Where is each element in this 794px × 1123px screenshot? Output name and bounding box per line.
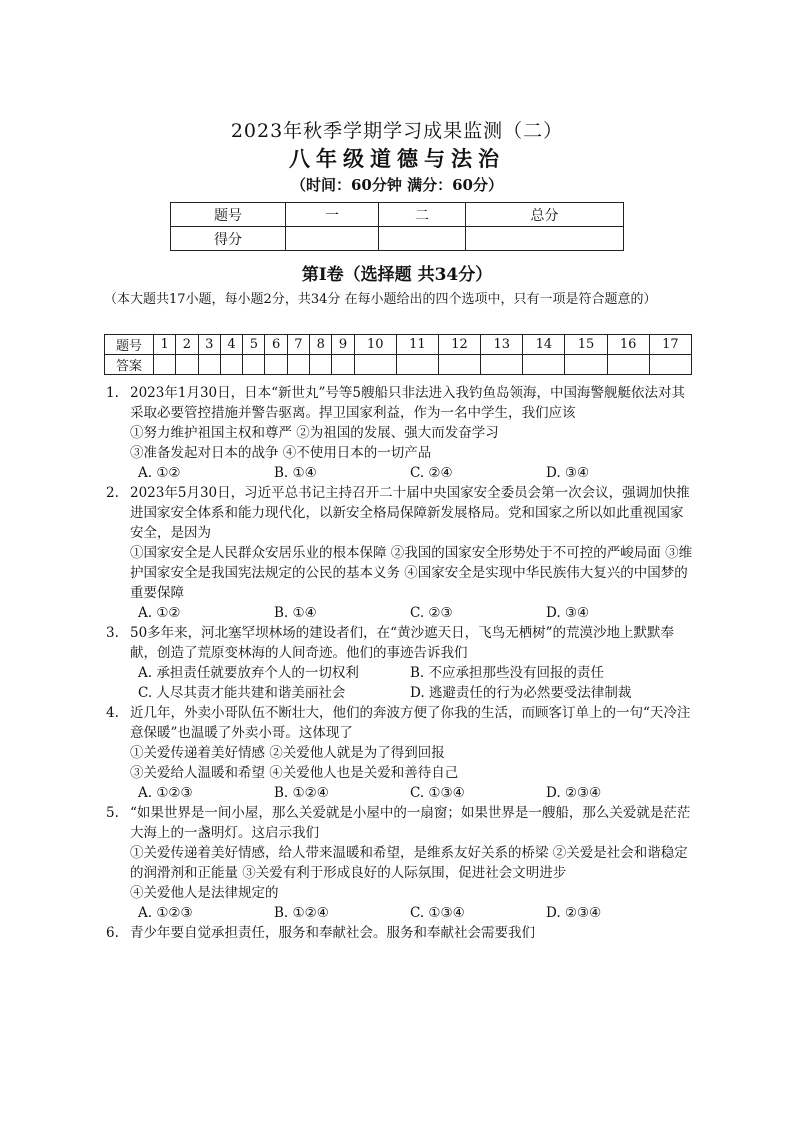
answer-table-cell: 8 (310, 335, 332, 355)
answer-table-cell: 9 (332, 335, 354, 355)
answer-entry-cell[interactable] (354, 355, 396, 375)
question-item: ③关爱给人温暖和希望 ④关爱他人也是关爱和善待自己 (130, 765, 459, 781)
option-c[interactable]: C. ②③ (410, 605, 453, 621)
answer-entry-cell[interactable] (176, 355, 198, 375)
option-row (130, 903, 696, 923)
answer-entry-cell[interactable] (607, 355, 649, 375)
question-item: ①国家安全是人民群众安居乐业的根本保障 ②我国的国家安全形势处于不可控的严峻局面 ③维护国家安全是我国宪法规定的公民的基本义务 ④国家安全是实现中华民族伟大复兴的中国梦的重要保障 (130, 545, 693, 601)
option-c[interactable]: C. ②④ (410, 465, 453, 481)
option-a[interactable]: A. ①② (138, 605, 181, 621)
question-number: 5. (106, 805, 119, 821)
question-number: 2. (106, 485, 119, 501)
question-3 (106, 623, 696, 703)
answer-entry-cell[interactable] (198, 355, 220, 375)
question-stem: 2023年1月30日，日本“新世丸”号等5艘船只非法进入我钓鱼岛领海，中国海警舰艇依法对其采取必要管控措施并警告驱离。捍卫国家利益，作为一名中学生，我们应该 (130, 385, 686, 421)
score-table (170, 202, 624, 251)
exam-time-info: （时间：60分钟 满分：60分） (291, 176, 503, 194)
answer-table-cell: 3 (198, 335, 220, 355)
option-row (130, 463, 696, 483)
answer-entry-cell[interactable] (481, 355, 523, 375)
option-row (130, 783, 696, 803)
option-d[interactable]: D. ③④ (546, 465, 590, 481)
question-item: ①关爱传递着美好情感，给人带来温暖和希望，是维系友好关系的桥梁 ②关爱是社会和谐稳定的润滑剂和正能量 ③关爱有利于形成良好的人际氛围，促进社会文明进步 (130, 845, 688, 881)
answer-table-cell: 6 (265, 335, 287, 355)
option-a[interactable]: A. ①② (138, 465, 181, 481)
question-stem: 青少年要自觉承担责任，服务和奉献社会。服务和奉献社会需要我们 (130, 925, 535, 941)
question-number: 6. (106, 925, 119, 941)
option-row (130, 663, 696, 683)
question-4 (106, 703, 696, 803)
answer-entry-cell[interactable] (523, 355, 565, 375)
option-a[interactable]: A. ①②③ (138, 905, 193, 921)
option-c[interactable]: C. ①③④ (410, 785, 465, 801)
question-list (106, 383, 696, 943)
option-d[interactable]: D. ②③④ (546, 905, 602, 921)
answer-entry-cell[interactable] (438, 355, 480, 375)
answer-entry-cell[interactable] (220, 355, 242, 375)
option-c[interactable]: C. ①③④ (410, 905, 465, 921)
option-row (130, 603, 696, 623)
answer-table-cell: 13 (481, 335, 523, 355)
option-d[interactable]: D. 逃避责任的行为必然要受法律制裁 (410, 685, 632, 701)
answer-table-cell: 答案 (105, 355, 154, 375)
section-title: 第Ⅰ卷（选择题 共34分） (301, 265, 493, 285)
answer-table-number-row (105, 335, 692, 355)
question-1 (106, 383, 696, 483)
answer-table-cell: 14 (523, 335, 565, 355)
answer-table-cell: 16 (607, 335, 649, 355)
question-stem: 2023年5月30日，习近平总书记主持召开二十届中央国家安全委员会第一次会议，强调加快推进国家安全体系和能力现代化，以新安全格局保障新发展格局。党和国家之所以如此重视国家安全，是因为 (130, 485, 690, 541)
answer-entry-cell[interactable] (154, 355, 176, 375)
section-instructions: （本大题共17小题，每小题2分，共34分 在每小题给出的四个选项中，只有一项是符合题意的） (104, 292, 657, 307)
question-stem: 近几年，外卖小哥队伍不断壮大，他们的奔波方便了你我的生活，而顾客订单上的一句“天冷注意保暖”也温暖了外卖小哥。这体现了 (130, 705, 691, 741)
score-entry-cell[interactable] (286, 227, 379, 251)
option-a[interactable]: A. 承担责任就要放弃个人的一切权利 (138, 665, 359, 681)
answer-entry-cell[interactable] (287, 355, 309, 375)
question-number: 3. (106, 625, 119, 641)
option-a[interactable]: A. ①②③ (138, 785, 193, 801)
question-item: ①努力维护祖国主权和尊严 ②为祖国的发展、强大而发奋学习 (130, 425, 499, 441)
score-table-cell: 二 (379, 203, 466, 227)
option-b[interactable]: B. ①②④ (274, 785, 329, 801)
question-6 (106, 923, 696, 943)
answer-entry-cell[interactable] (649, 355, 691, 375)
option-b[interactable]: B. ①②④ (274, 905, 329, 921)
score-table-header-row (171, 203, 624, 227)
answer-table-cell: 12 (438, 335, 480, 355)
answer-table-cell: 10 (354, 335, 396, 355)
answer-table-cell: 4 (220, 335, 242, 355)
question-stem: 50多年来，河北塞罕坝林场的建设者们，在“黄沙遮天日，飞鸟无栖树”的荒漠沙地上默默奉献，创造了荒原变林海的人间奇迹。他们的事迹告诉我们 (130, 625, 674, 661)
answer-table-cell: 5 (243, 335, 265, 355)
answer-table-cell: 15 (565, 335, 607, 355)
answer-table (104, 334, 692, 375)
exam-title: 2023年秋季学期学习成果监测（二） (230, 120, 564, 142)
question-5 (106, 803, 696, 923)
answer-entry-cell[interactable] (565, 355, 607, 375)
option-d[interactable]: D. ③④ (546, 605, 590, 621)
answer-entry-cell[interactable] (332, 355, 354, 375)
score-entry-cell[interactable] (466, 227, 624, 251)
question-number: 1. (106, 385, 119, 401)
question-2 (106, 483, 696, 623)
answer-entry-cell[interactable] (265, 355, 287, 375)
answer-table-cell: 17 (649, 335, 691, 355)
score-table-cell: 得分 (171, 227, 286, 251)
answer-entry-cell[interactable] (310, 355, 332, 375)
score-table-cell: 一 (286, 203, 379, 227)
answer-table-cell: 题号 (105, 335, 154, 355)
option-row (130, 683, 696, 703)
answer-table-cell: 11 (396, 335, 438, 355)
answer-table-cell: 2 (176, 335, 198, 355)
option-c[interactable]: C. 人尽其责才能共建和谐美丽社会 (138, 685, 346, 701)
option-b[interactable]: B. ①④ (274, 605, 317, 621)
question-item: ④关爱他人是法律规定的 (130, 885, 279, 901)
answer-entry-cell[interactable] (243, 355, 265, 375)
exam-subject: 八年级道德与法治 (289, 146, 505, 171)
answer-table-cell: 7 (287, 335, 309, 355)
answer-table-cell: 1 (154, 335, 176, 355)
option-b[interactable]: B. 不应承担那些没有回报的责任 (410, 665, 605, 681)
option-d[interactable]: D. ②③④ (546, 785, 602, 801)
question-item: ③准备发起对日本的战争 ④不使用日本的一切产品 (130, 445, 432, 461)
score-table-score-row (171, 227, 624, 251)
score-table-cell: 总分 (466, 203, 624, 227)
score-table-cell: 题号 (171, 203, 286, 227)
question-stem: “如果世界是一间小屋，那么关爱就是小屋中的一扇窗；如果世界是一艘船，那么关爱就是茫茫大海上的一盏明灯。这启示我们 (130, 805, 691, 841)
answer-entry-cell[interactable] (396, 355, 438, 375)
score-entry-cell[interactable] (379, 227, 466, 251)
answer-table-answer-row (105, 355, 692, 375)
option-b[interactable]: B. ①④ (274, 465, 317, 481)
question-number: 4. (106, 705, 119, 721)
question-item: ①关爱传递着美好情感 ②关爱他人就是为了得到回报 (130, 745, 445, 761)
